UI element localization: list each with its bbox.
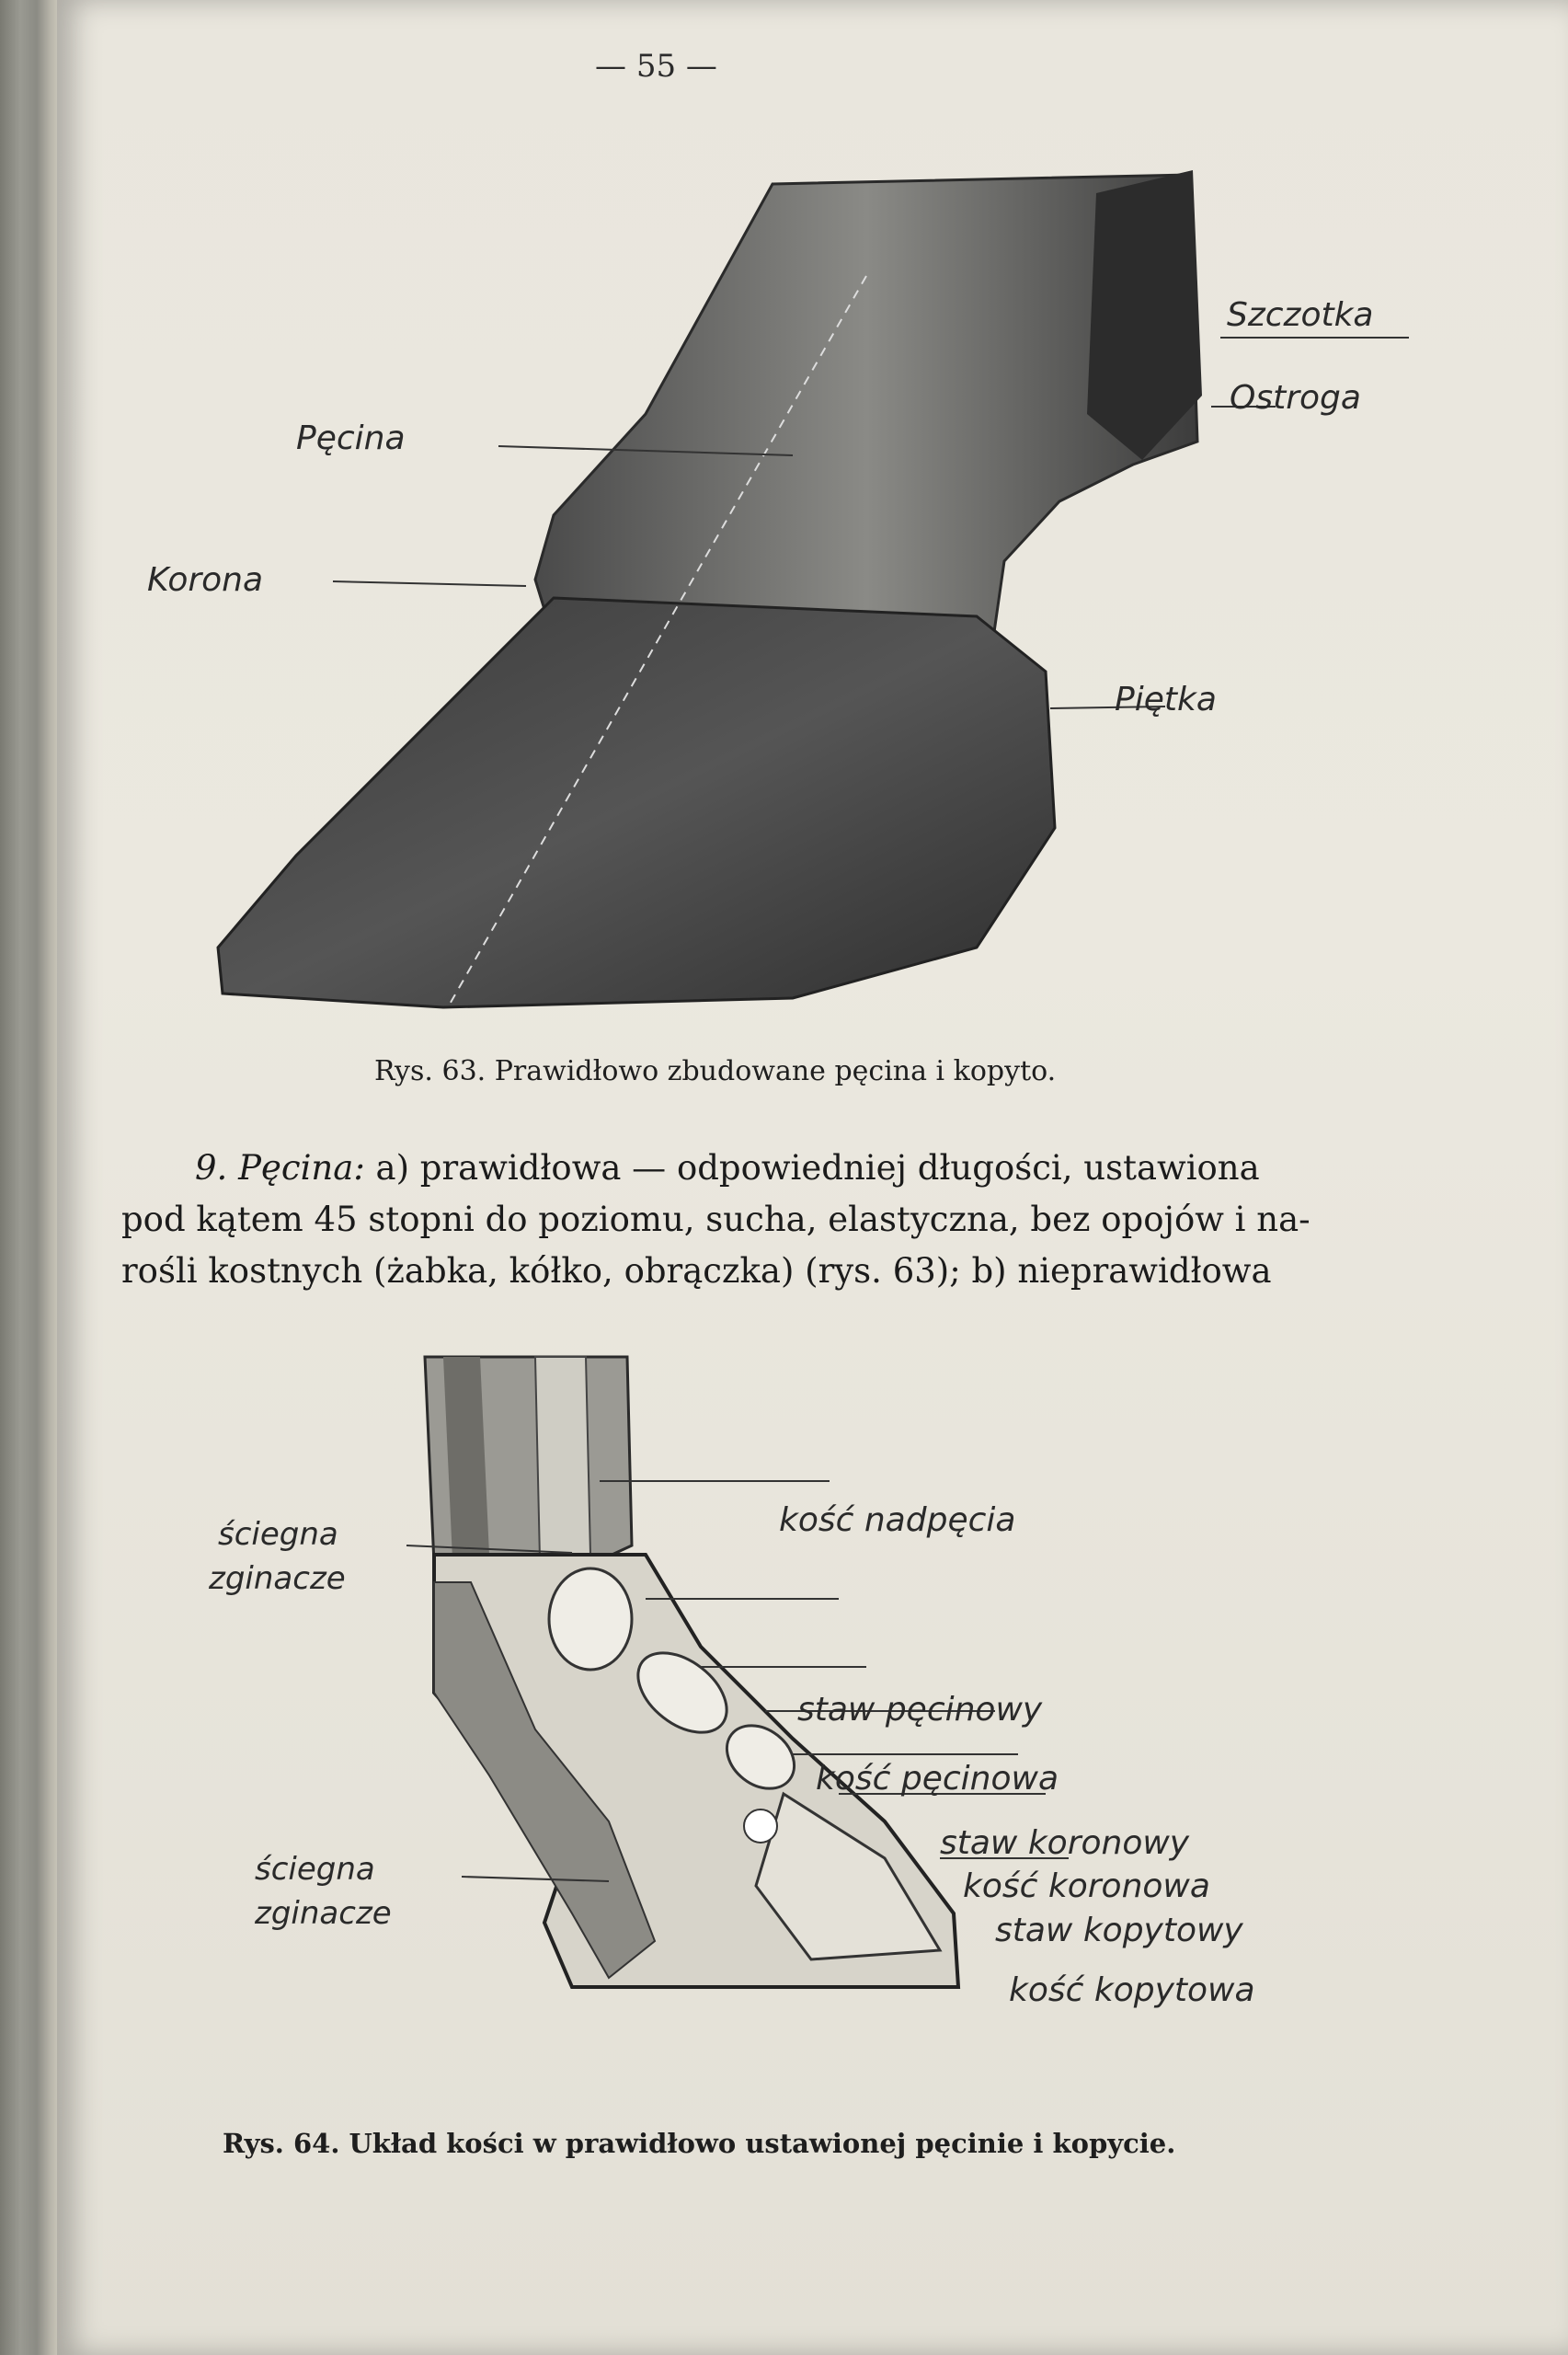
label-staw-pecinowy: staw pęcinowy	[797, 1691, 1043, 1729]
label-staw-kopytowy: staw kopytowy	[995, 1912, 1243, 1949]
label-kosc-pecinowa: kość pęcinowa	[816, 1760, 1059, 1798]
paragraph-line-2: pod kątem 45 stopni do poziomu, sucha, elastyczna, bez opojów i na-	[121, 1200, 1310, 1239]
fetlock-joint-bone	[549, 1568, 632, 1670]
label-pietka: Piętka	[1115, 681, 1217, 718]
figure-63-caption: Rys. 63. Prawidłowo zbudowane pęcina i kopyto.	[374, 1055, 1057, 1087]
label-kosc-kopytowa: kość kopytowa	[1009, 1971, 1255, 2009]
book-page	[57, 0, 1568, 2355]
label-szczotka: Szczotka	[1227, 296, 1374, 334]
paragraph-pecina	[121, 1143, 1436, 1297]
label-sciegna-top-line2: zginacze	[209, 1560, 346, 1597]
label-ostroga: Ostroga	[1230, 379, 1361, 417]
label-pecina: Pęcina	[296, 419, 406, 457]
label-sciegna-bottom-line1: ściegna	[255, 1851, 375, 1888]
label-sciegna-top-line1: ściegna	[218, 1516, 338, 1553]
label-kosc-koronowa: kość koronowa	[963, 1867, 1210, 1905]
page-number: — 55 —	[595, 48, 717, 85]
paragraph-line-1-text: a) prawidłowa — odpowiedniej długości, ustawiona	[375, 1148, 1260, 1188]
label-staw-koronowy: staw koronowy	[940, 1824, 1190, 1862]
hoof-shape	[218, 598, 1055, 1007]
label-kosc-nadpecia: kość nadpęcia	[779, 1501, 1016, 1539]
label-korona: Korona	[147, 561, 264, 599]
paragraph-line-1	[121, 1143, 1436, 1194]
navicular-bone	[744, 1809, 777, 1843]
figure-63-hoof-illustration	[57, 138, 1568, 1040]
paragraph-number: 9.	[195, 1148, 228, 1188]
label-sciegna-bottom-line2: zginacze	[255, 1895, 392, 1932]
paragraph-term: Pęcina:	[238, 1148, 365, 1188]
paragraph-line-3: rośli kostnych (żabka, kółko, obrączka) (rys. 63); b) nieprawidłowa	[121, 1251, 1272, 1291]
figure-64-caption: Rys. 64. Układ kości w prawidłowo ustawionej pęcinie i kopycie.	[223, 2128, 1176, 2159]
